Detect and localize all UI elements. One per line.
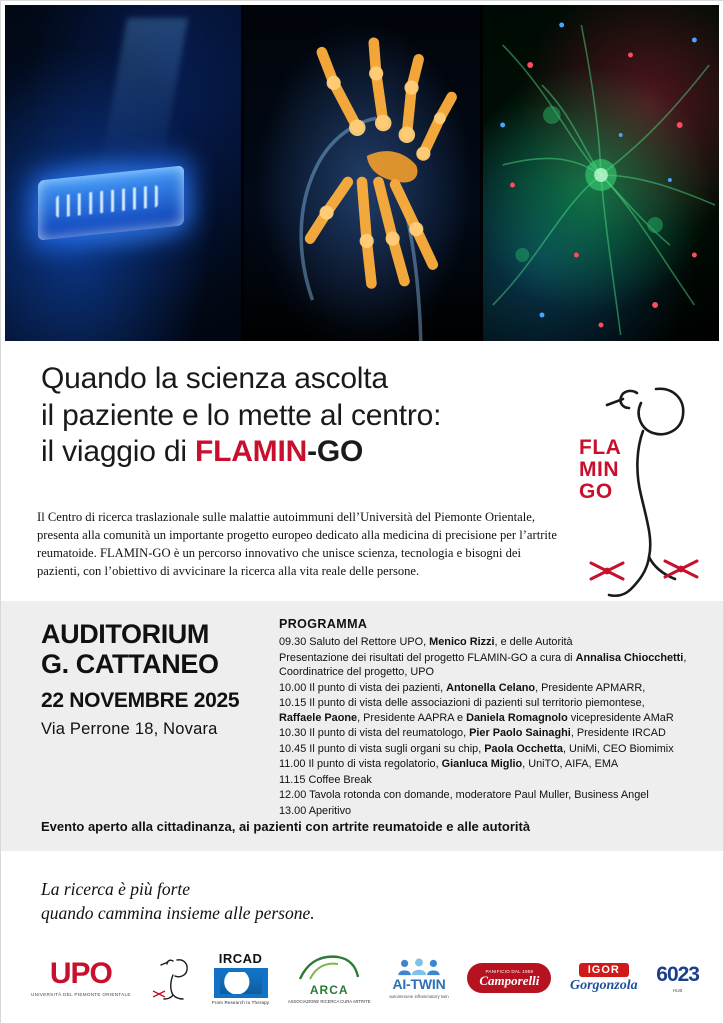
program-item-text: Il punto di vista delle associazioni di pazienti sul territorio piemontese,	[309, 697, 645, 709]
logo-aitwin-word: AI-TWIN	[392, 975, 446, 992]
sponsor-logos	[31, 947, 699, 1009]
program-item-text-post: , Presidente AAPRA e	[357, 711, 467, 724]
program-item-text-post: , Coordinatrice del progetto, UPO	[279, 651, 687, 678]
program-item	[279, 773, 689, 788]
program-item-time: 12.00	[279, 789, 307, 801]
footer	[1, 851, 723, 1023]
flamingo-logo	[561, 375, 701, 605]
program-list	[279, 617, 689, 819]
program-item-time: 11.15	[279, 773, 306, 786]
program-item-text-post: , Presidente APMARR,	[535, 681, 646, 694]
headline-line-3-prefix: il viaggio di	[41, 435, 195, 469]
program-item-speaker: Annalisa Chiocchetti	[575, 651, 684, 664]
program-item-text: Aperitivo	[308, 804, 352, 817]
program-item-speaker: Paola Occhetta	[484, 742, 563, 755]
logo-camporelli-word: Camporelli	[479, 972, 540, 988]
program-item-text: Il punto di vista sugli organi su chip,	[309, 742, 485, 755]
neuron-network-icon	[483, 5, 719, 341]
flamingo-word-line-2: MIN	[579, 457, 619, 481]
hero-image-band	[5, 5, 719, 341]
program-item-text-post: , UniMi, CEO Biomimix	[562, 742, 674, 755]
logo-arca-caption: ASSOCIAZIONE RICERCA CURA ARTRITE	[287, 998, 371, 1004]
logo-flamingo-small	[149, 955, 193, 1001]
intro-paragraph: Il Centro di ricerca traslazionale sulle malattie autoimmuni dell’Università del Piemonte Orientale, presenta alla comunità un importante progetto europeo dedicato alla medicina di precisione per l’artrite reumatoide. FLAMIN-GO è un percorso innovativo che unisce scienza, tecnologia e bisogni dei pazienti, con l’obiettivo di avvicinare la ricerca alla vita reale delle persone.	[37, 510, 557, 578]
program-item-speaker: Gianluca Miglio	[441, 758, 523, 770]
program-item-time: 11.00	[279, 758, 306, 770]
logo-aitwin	[389, 958, 449, 999]
program-item-text-post: , UniTO, AIFA, EMA	[522, 758, 619, 770]
program-heading: PROGRAMMA	[279, 617, 368, 631]
program-item-time: 10.30	[279, 727, 307, 739]
flamingo-word-line-3: GO	[579, 479, 613, 503]
program-item-text-post: , Presidente IRCAD	[570, 727, 666, 739]
venue-block	[41, 619, 256, 739]
hand-bones-icon	[244, 5, 480, 341]
program-item	[279, 681, 689, 696]
program-item-time: 10.15	[279, 697, 307, 709]
headline-line-3	[41, 434, 561, 471]
headline-line-1: Quando la scienza ascolta	[41, 362, 388, 395]
logo-upo	[31, 959, 131, 997]
logo-ircad-caption: From Research to Therapy	[212, 1000, 270, 1005]
program-item	[279, 726, 689, 741]
program-item-text: Il punto di vista regolatorio,	[308, 758, 442, 770]
program-item-text-post: , e delle Autorità	[494, 636, 573, 648]
program-item-text: Saluto del Rettore UPO,	[309, 636, 430, 648]
flamingo-small-icon	[149, 955, 193, 1001]
program-item	[279, 804, 689, 819]
logo-camporelli	[467, 963, 551, 994]
program-item-time: 10.00	[279, 681, 307, 694]
logo-upo-word: UPO	[49, 957, 112, 990]
program-item	[279, 696, 689, 725]
program-item-time: 13.00	[279, 804, 307, 817]
program-item	[279, 788, 689, 803]
program-item	[279, 742, 689, 757]
logo-ircad-word: IRCAD	[218, 951, 263, 966]
program-item-text: Presentazione dei risultati del progetto FLAMIN-GO a cura di	[279, 651, 576, 664]
open-event-note: Evento aperto alla cittadinanza, ai pazienti con artrite reumatoide e alle autorità	[41, 819, 531, 834]
event-date: 22 NOVEMBRE 2025	[41, 689, 240, 713]
claim-line-2: quando cammina insieme alle persone.	[41, 903, 315, 924]
program-item-text: Coffee Break	[308, 773, 372, 786]
program-item-speaker-2: Daniela Romagnolo	[466, 711, 568, 724]
logo-arca-word: ARCA	[309, 982, 349, 997]
logo-6023	[656, 963, 699, 993]
light-beam	[101, 18, 188, 166]
venue-name-line-1: AUDITORIUM	[41, 619, 209, 649]
program-item-text: Il punto di vista dei pazienti,	[309, 681, 447, 694]
headline-line-2: il paziente e lo mette al centro:	[41, 398, 442, 432]
hand-illustration	[244, 5, 480, 341]
event-address: Via Perrone 18, Novara	[41, 720, 218, 739]
brand-flamin: FLAMIN	[194, 435, 308, 469]
program-item-speaker: Menico Rizzi	[429, 636, 495, 648]
program-item	[279, 651, 689, 680]
flamingo-word-line-1: FLA	[579, 436, 622, 459]
venue-name-line-2: G. CATTANEO	[41, 649, 219, 680]
program-item-speaker: Raffaele Paone	[279, 711, 358, 724]
page-title	[41, 361, 561, 471]
flamingo-wordmark	[579, 437, 621, 502]
claim-line-1: La ricerca è più forte	[41, 879, 191, 899]
program-item-time: 09.30	[279, 636, 307, 648]
logo-arca	[288, 953, 371, 1004]
program-item-speaker: Antonella Celano	[446, 681, 536, 694]
program-item	[279, 635, 689, 650]
brand-go: -GO	[307, 435, 364, 469]
program-band	[1, 601, 723, 851]
program-item-text: Il punto di vista del reumatologo,	[309, 727, 470, 739]
logo-aitwin-caption: autoimmune inflammatory twin	[389, 993, 449, 999]
logo-upo-subtitle: UNIVERSITÀ DEL PIEMONTE ORIENTALE	[31, 992, 131, 997]
logo-ircad-mark	[214, 968, 268, 998]
logo-6023-word: 6023	[656, 963, 699, 986]
logo-igor-badge: IGOR	[579, 963, 629, 977]
photo-lab-device	[5, 5, 241, 341]
arca-icon	[298, 953, 360, 983]
program-item-time: 10.45	[279, 742, 307, 755]
logo-camporelli-caption: PANIFICIO DAL 1959	[485, 968, 534, 974]
logo-igor-word: Gorgonzola	[569, 977, 638, 993]
aitwin-people-icon	[393, 958, 445, 976]
photo-fluorescence-microscopy	[483, 5, 719, 341]
logo-6023-caption: HUB	[672, 988, 683, 993]
title-block	[1, 349, 723, 601]
closing-claim	[41, 877, 315, 925]
program-item-text-post-2: vicepresidente AMaR	[567, 711, 674, 724]
logo-ircad	[212, 951, 269, 1005]
program-item	[279, 757, 689, 772]
photo-xray-hand	[244, 5, 480, 341]
program-item-speaker: Pier Paolo Sainaghi	[469, 727, 571, 739]
program-item-text: Tavola rotonda con domande, moderatore Paul Muller, Business Angel	[309, 789, 649, 801]
logo-igor	[570, 963, 638, 994]
